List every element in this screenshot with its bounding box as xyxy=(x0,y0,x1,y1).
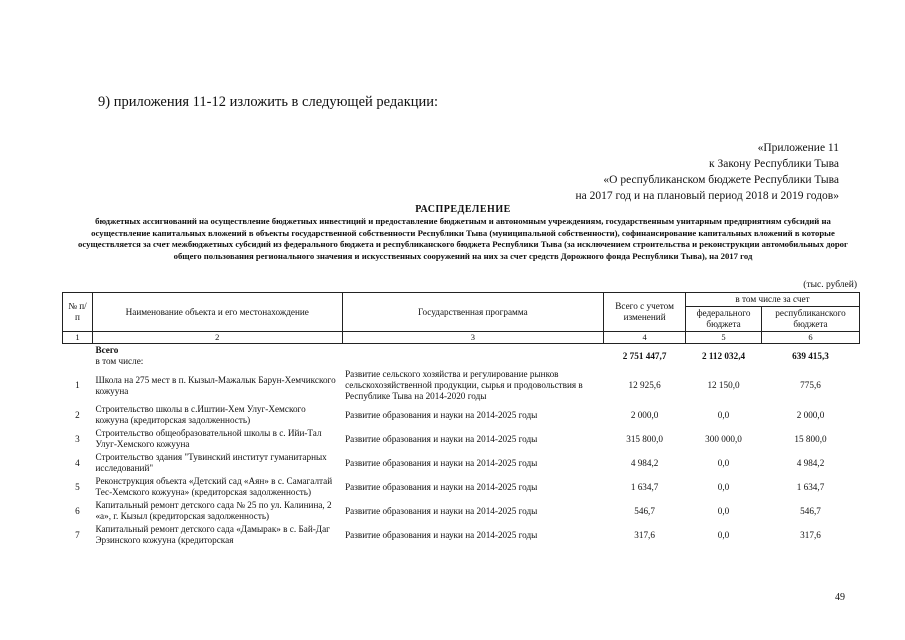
row-total: 546,7 xyxy=(634,505,655,516)
table-row xyxy=(63,451,860,475)
total-sublabel: в том числе: xyxy=(95,356,144,366)
header-total: Всего с учетом изменений xyxy=(604,293,686,332)
table-row xyxy=(63,368,860,403)
col-number: 2 xyxy=(92,332,342,344)
units-label: (тыс. рублей) xyxy=(803,280,857,290)
row-number: 2 xyxy=(75,409,80,420)
row-republic: 4 984,2 xyxy=(796,457,825,468)
appendix-reference xyxy=(575,140,839,204)
row-program: Развитие образования и науки на 2014-2025 годы xyxy=(345,409,538,420)
row-republic: 546,7 xyxy=(800,505,821,516)
row-object: Строительство здания "Тувинский институт гуманитарных исследований" xyxy=(95,452,327,473)
row-republic: 775,6 xyxy=(800,380,821,390)
row-total: 317,6 xyxy=(634,529,655,540)
heading-title: РАСПРЕДЕЛЕНИЕ xyxy=(415,204,511,215)
row-total: 12 925,6 xyxy=(628,380,661,390)
row-object: Капитальный ремонт детского сада «Дамырак» в с. Бай-Даг Эрзинского кожууна (кредиторская xyxy=(95,524,330,545)
table-row xyxy=(63,523,860,547)
table-row xyxy=(63,427,860,451)
heading-body: бюджетных ассигнований на осуществление бюджетных инвестиций и предоставление бюджетным и автономным учреждениям, государственным унитарным предприятиям субсидий на осуществление капитальных вложений в объекты государственной собственности Республики Тыва (муниципальной собственности), софинансирование капитальных вложений в которые осуществляется за счет межбюджетных субсидий из федерального бюджета и республиканского бюджета Республики Тыва (за исключением строительства и реконструкции автомобильных дорог общего пользования регионального значения и искусственных сооружений на них за счет средств Дорожного фонда Республики Тыва), на 2017 год xyxy=(78,216,848,261)
row-program: Развитие образования и науки на 2014-2025 годы xyxy=(345,529,538,540)
row-total: 1 634,7 xyxy=(630,481,659,492)
row-program: Развитие сельского хозяйства и регулирование рынков сельскохозяйственной продукции, сырья и продовольствия в Республике Тыва на 2014-2020 годы xyxy=(345,369,583,401)
row-republic: 2 000,0 xyxy=(796,409,825,420)
intro-text: 9) приложения 11-12 изложить в следующей редакции: xyxy=(98,94,439,110)
row-total: 315 800,0 xyxy=(626,433,663,444)
row-federal: 300 000,0 xyxy=(705,433,742,444)
col-number: 5 xyxy=(686,332,762,344)
row-number: 5 xyxy=(75,481,80,492)
row-number: 4 xyxy=(75,457,80,468)
row-total: 2 000,0 xyxy=(630,409,659,420)
appendix-line: «О республиканском бюджете Республики Тыва xyxy=(603,174,839,186)
document-heading xyxy=(68,204,858,262)
appendix-line: к Закону Республики Тыва xyxy=(709,158,839,170)
total-amount: 2 751 447,7 xyxy=(622,350,667,361)
row-object: Капитальный ремонт детского сада № 25 по ул. Калинина, 2 «а», г. Кызыл (кредиторская задолженность) xyxy=(95,500,332,521)
row-number: 6 xyxy=(75,505,80,516)
allocation-table xyxy=(62,292,860,547)
page-number: 49 xyxy=(835,592,845,603)
row-number: 7 xyxy=(75,529,80,540)
row-federal: 12 150,0 xyxy=(707,380,740,390)
total-republic: 639 415,3 xyxy=(792,350,829,361)
col-number: 1 xyxy=(63,332,93,344)
col-number: 6 xyxy=(762,332,860,344)
row-republic: 15 800,0 xyxy=(794,433,827,444)
row-number: 3 xyxy=(75,433,80,444)
row-program: Развитие образования и науки на 2014-2025 годы xyxy=(345,505,538,516)
row-object: Строительство школы в с.Иштии-Хем Улуг-Хемского кожууна (кредиторская задолженность) xyxy=(95,404,306,425)
table-row xyxy=(63,403,860,427)
row-object: Строительство общеобразовательной школы в с. Ийи-Тал Улуг-Хемского кожууна xyxy=(95,428,322,449)
total-federal: 2 112 032,4 xyxy=(701,350,746,361)
header-program: Государственная программа xyxy=(342,293,604,332)
header-republic: республиканского бюджета xyxy=(762,307,860,332)
row-federal: 0,0 xyxy=(717,505,730,516)
row-object: Школа на 275 мест в п. Кызыл-Мажалык Барун-Хемчикского кожууна xyxy=(95,374,336,396)
row-federal: 0,0 xyxy=(717,481,730,492)
appendix-line: «Приложение 11 xyxy=(757,142,839,154)
row-federal: 0,0 xyxy=(717,457,730,468)
col-number: 3 xyxy=(342,332,604,344)
header-object: Наименование объекта и его местонахождение xyxy=(92,293,342,332)
col-number: 4 xyxy=(604,332,686,344)
row-federal: 0,0 xyxy=(717,409,730,420)
header-num: № п/п xyxy=(63,293,93,332)
table-row xyxy=(63,475,860,499)
header-including: в том числе за счет xyxy=(686,293,860,307)
row-program: Развитие образования и науки на 2014-2025 годы xyxy=(345,481,538,492)
row-republic: 1 634,7 xyxy=(796,481,825,492)
row-total: 4 984,2 xyxy=(630,457,659,468)
appendix-line: на 2017 год и на плановый период 2018 и 2019 годов» xyxy=(575,190,839,202)
total-row xyxy=(63,344,860,369)
row-republic: 317,6 xyxy=(800,529,821,540)
row-program: Развитие образования и науки на 2014-2025 годы xyxy=(345,457,538,468)
header-federal: федерального бюджета xyxy=(686,307,762,332)
row-number: 1 xyxy=(75,380,80,390)
table-row xyxy=(63,499,860,523)
row-program: Развитие образования и науки на 2014-2025 годы xyxy=(345,433,538,444)
row-federal: 0,0 xyxy=(717,529,730,540)
total-label: Всего xyxy=(95,345,119,355)
row-object: Реконструкция объекта «Детский сад «Аян» в с. Самагалтай Тес-Хемского кожууна» (кредиторская задолженность) xyxy=(95,476,333,497)
